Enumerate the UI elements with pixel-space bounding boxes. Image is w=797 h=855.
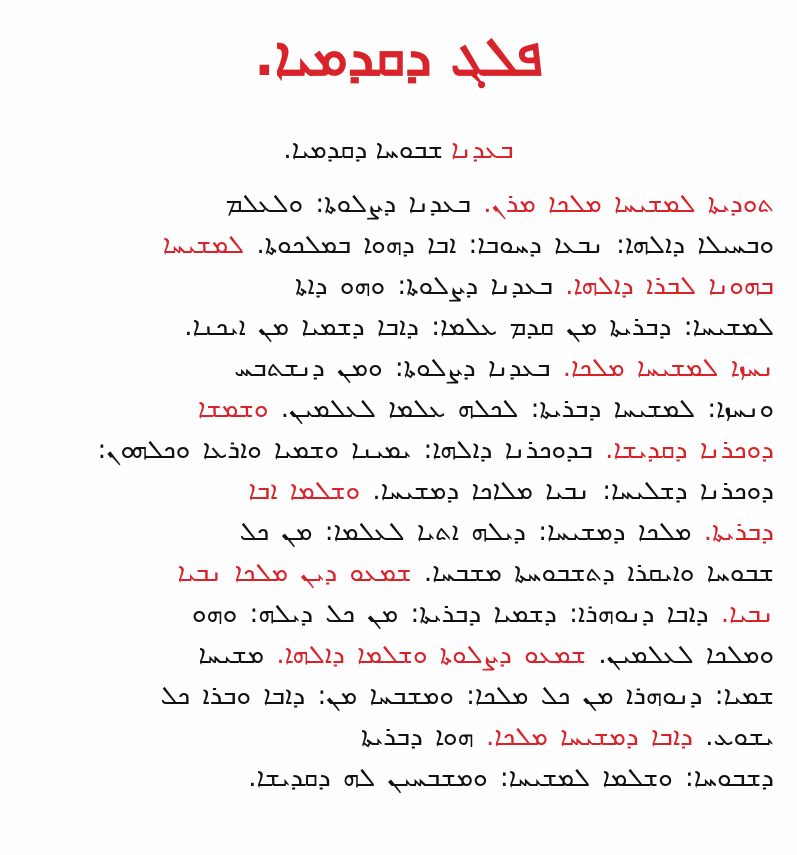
text-segment: ܕܐܒܐ ܕܢܘܗܪܐ: ܕܫܡܝܐ ܕܒܪܝܬܐ: ܡܢ ܟܠ ܕܝܠܗ: ܘܗܘ: [191, 599, 721, 629]
rubric-segment: ܫܡܥܘ ܕܝܢ ܡܠܟܐ ܢܒܝܐ: [177, 558, 424, 588]
text-line: [26, 389, 774, 430]
text-line: [26, 758, 774, 799]
rubric-segment: ܒܗܘܢܐ ܠܒܪܐ ܕܐܠܗܐ.: [565, 271, 774, 301]
text-line: [26, 471, 774, 512]
rubric-segment: ܢܚܙܐ ܠܡܫܝܚܐ ܡܠܟܐ.: [562, 353, 774, 383]
subheading-text: ܫܒܘܚܐ ܕܩܕܡܝܐ.: [283, 135, 443, 165]
rubric-segment: ܫܡܥܘ ܕܨܠܘܬܐ ܘܫܠܡܐ ܕܐܠܗܐ.: [276, 640, 599, 670]
section-subheading: [0, 132, 797, 168]
rubric-segment: ܬܘܕܝܬܐ ܠܡܫܝܚܐ ܡܠܟܐ ܡܪܢ.: [483, 189, 774, 219]
text-segment: ܘܢܚܙܐ: ܠܡܫܝܚܐ ܕܒܪܝܬܐ: ܠܟܠܗ ܥܠܡܐ ܠܥܠܡܝܢ.: [280, 394, 774, 424]
text-line: [26, 266, 774, 307]
text-segment: ܝܫܘܥ.: [705, 722, 774, 752]
text-line: [26, 307, 774, 348]
text-line: [26, 717, 774, 758]
text-segment: ܒܕܘܟܪܢܐ ܕܐܠܗܐ: ܝܡܝܢܐ ܘܫܡܝܐ ܘܐܪܥܐ ܘܟܠܗܘܢ:: [97, 435, 606, 465]
rubric-segment: ܕܒܪܝܬܐ.: [703, 517, 774, 547]
rubric-segment: ܘܫܠܡܐ ܐܒܐ: [248, 476, 373, 506]
text-segment: ܒܥܕܢܐ ܕܨܠܘܬܐ: ܘܡܢ ܕܢܫܬܒܚ: [234, 353, 563, 383]
text-segment: ܒܥܕܢܐ ܕܨܠܘܬܐ: ܘܠܥܠܡ: [225, 189, 484, 219]
text-line: [26, 512, 774, 553]
text-line: [26, 430, 774, 471]
text-line: [26, 348, 774, 389]
text-segment: ܡܫܝܚܐ: [198, 640, 277, 670]
page-title: ܦܠܓ ܕܩܕܡܝܐ.: [254, 25, 543, 88]
body-text: [26, 184, 774, 799]
text-segment: ܘܒܚܝܠܐ ܕܐܠܗܐ: ܢܒܥܐ ܕܚܘܒܐ: ܐܒܐ ܕܗܘܐ ܒܡܠܟܘܬܐ.: [256, 230, 774, 260]
text-segment: ܒܥܕܢܐ ܕܨܠܘܬܐ: ܘܗܘ ܕܐܬܐ: [294, 271, 566, 301]
rubric-segment: ܢܒܝܐ.: [720, 599, 774, 629]
text-segment: ܡܠܟܐ ܕܡܫܝܚܐ: ܕܝܠܗ ܐܬܝܐ ܠܥܠܡܐ: ܡܢ ܟܠ: [239, 517, 704, 547]
text-line: [26, 553, 774, 594]
rubric-segment: ܕܐܒܐ ܕܡܫܝܚܐ ܡܠܟܐ.: [486, 722, 706, 752]
text-line: [26, 594, 774, 635]
text-segment: ܕܫܒܘܚܐ: ܘܫܠܡܐ ܠܡܫܝܚܐ: ܘܡܫܒܚܝܢ ܠܗ ܕܩܕܝܫܐ.: [248, 763, 774, 793]
text-line: [26, 184, 774, 225]
text-segment: ܫܡܝܐ: ܕܢܘܗܪܐ ܡܢ ܟܠ ܡܠܟܐ: ܘܡܫܒܚܐ ܡܢ: ܕܐܒܐ ܘܒܪܐ ܟܠ: [160, 681, 774, 711]
text-segment: ܫܒܘܚܐ ܘܐܝܩܪܐ ܕܬܫܒܘܚܬܐ ܡܫܒܚܐ.: [423, 558, 774, 588]
text-line: [26, 676, 774, 717]
rubric-segment: ܕܘܟܪܢܐ ܕܩܕܝܫܐ.: [605, 435, 774, 465]
text-line: [26, 225, 774, 266]
text-line: [26, 635, 774, 676]
text-segment: ܘܡܠܟܐ ܠܥܠܡܝܢ.: [598, 640, 774, 670]
rubric-segment: ܠܡܫܝܚܐ: [162, 230, 257, 260]
text-segment: ܠܡܫܝܚܐ: ܕܒܪܝܬܐ ܡܢ ܩܕܡ ܥܠܡܐ: ܕܐܒܐ ܕܫܡܝܐ ܡܢ ܐܝܟܢܐ.: [184, 312, 774, 342]
text-segment: ܕܘܟܪܢܐ ܕܫܠܝܚܐ: ܢܒܝܐ ܡܠܐܟܐ ܕܡܫܝܚܐ.: [372, 476, 774, 506]
subheading-rubric: ܒܥܕܢܐ: [451, 135, 514, 165]
rubric-segment: ܘܫܡܫܐ: [197, 394, 281, 424]
text-segment: ܗܘܐ ܕܒܪܝܬܐ: [360, 722, 487, 752]
